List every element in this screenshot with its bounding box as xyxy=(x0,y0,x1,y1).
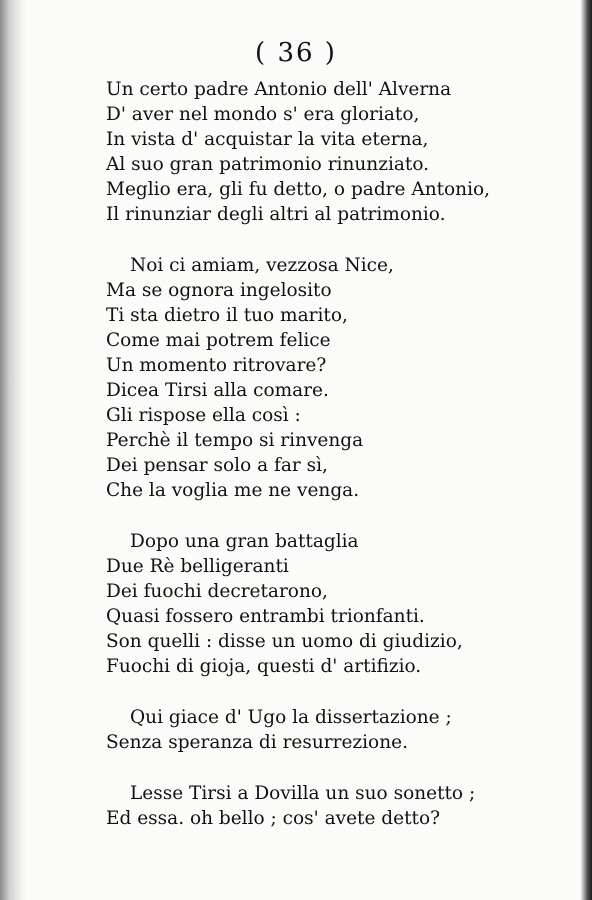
poem-line: Che la voglia me ne venga. xyxy=(106,480,360,501)
poem-line: D' aver nel mondo s' era gloriato, xyxy=(106,104,420,125)
stanza-3 xyxy=(106,529,556,679)
poem-line: Senza speranza di resurrezione. xyxy=(106,732,408,753)
poem-line: Ma se ognora ingelosito xyxy=(106,280,332,301)
page-left-edge-shadow xyxy=(0,0,26,900)
poem-line: Son quelli : disse un uomo di giudizio, xyxy=(106,631,463,652)
poem-line: Come mai potrem felice xyxy=(106,330,331,351)
poem-line: Due Rè belligeranti xyxy=(106,556,289,577)
poem-line: Dopo una gran battaglia xyxy=(130,531,359,552)
poem-line: Dei pensar solo a far sì, xyxy=(106,455,328,476)
page-right-edge-shadow xyxy=(580,0,592,900)
poem-text-block xyxy=(106,77,556,857)
poem-line: Noi ci amiam, vezzosa Nice, xyxy=(130,255,394,276)
poem-line: Perchè il tempo si rinvenga xyxy=(106,430,364,451)
poem-line: Dei fuochi decretarono, xyxy=(106,581,328,602)
poem-line: Gli rispose ella così : xyxy=(106,405,301,426)
page-number: ( 36 ) xyxy=(255,38,337,68)
stanza-5 xyxy=(106,781,556,831)
poem-line: Quasi fossero entrambi trionfanti. xyxy=(106,606,425,627)
poem-line: Un momento ritrovare? xyxy=(106,355,327,376)
poem-line: Il rinunziar degli altri al patrimonio. xyxy=(106,204,446,225)
poem-line: Al suo gran patrimonio rinunziato. xyxy=(106,154,430,175)
poem-line: Fuochi di gioja, questi d' artifizio. xyxy=(106,656,422,677)
stanza-4 xyxy=(106,705,556,755)
poem-line: Meglio era, gli fu detto, o padre Antonio, xyxy=(106,179,491,200)
stanza-2 xyxy=(106,253,556,503)
poem-line: In vista d' acquistar la vita eterna, xyxy=(106,129,429,150)
poem-line: Dicea Tirsi alla comare. xyxy=(106,380,329,401)
poem-line: Ti sta dietro il tuo marito, xyxy=(106,305,348,326)
poem-line: Ed essa. oh bello ; cos' avete detto? xyxy=(106,808,441,829)
poem-line: Qui giace d' Ugo la dissertazione ; xyxy=(130,707,452,728)
stanza-1 xyxy=(106,77,556,227)
poem-line: Un certo padre Antonio dell' Alverna xyxy=(106,79,452,100)
poem-line: Lesse Tirsi a Dovilla un suo sonetto ; xyxy=(130,783,476,804)
